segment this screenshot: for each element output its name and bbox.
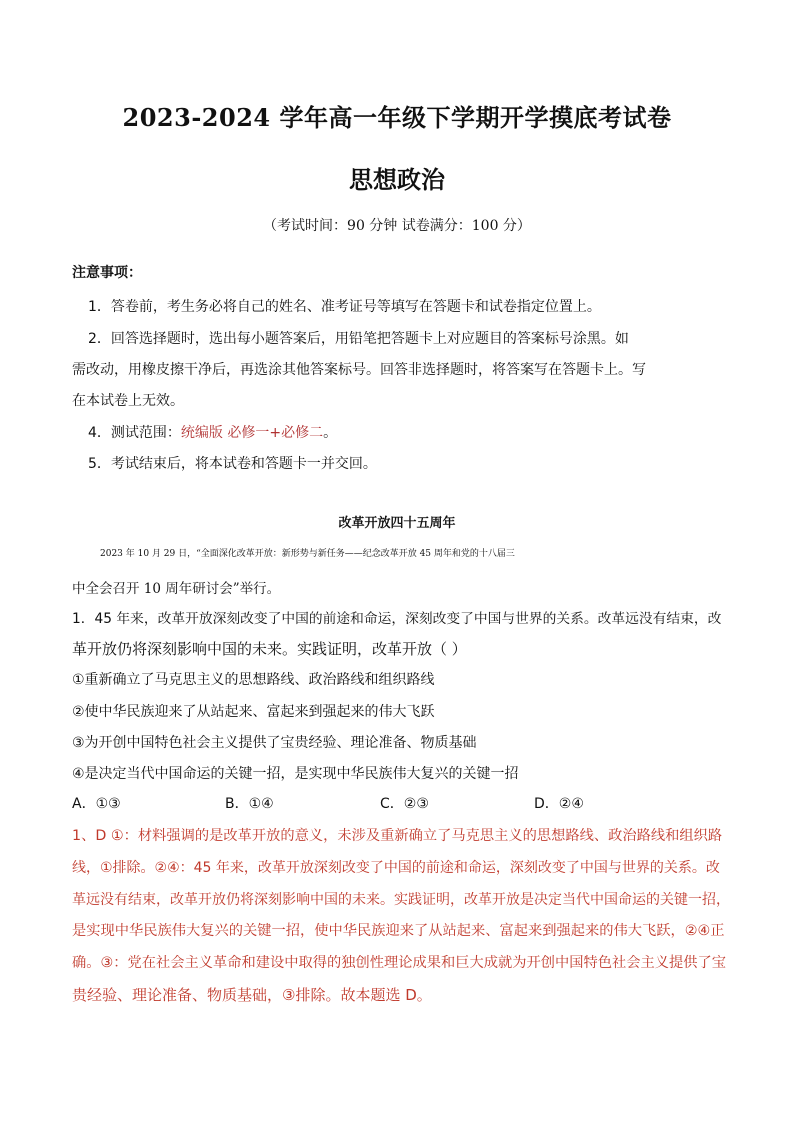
question-1-option-b: B．①④	[225, 796, 274, 812]
answer-1-line-3: 革远没有结束，改革开放仍将深刻影响中国的未来。实践证明，改革开放是决定当代中国命运的关键一招，	[72, 892, 730, 908]
question-1-item-2: ②使中华民族迎来了从站起来、富起来到强起来的伟大飞跃	[72, 704, 435, 720]
question-1-item-3: ③为开创中国特色社会主义提供了宝贵经验、理论准备、物质基础	[72, 735, 477, 751]
exam-info: （考试时间：90 分钟 试卷满分：100 分）	[263, 218, 531, 234]
notice-item-4-suffix: 。	[323, 425, 338, 441]
notice-heading: 注意事项：	[72, 265, 142, 281]
notice-item-4-range: 统编版 必修一+必修二	[180, 425, 324, 441]
question-1-stem-line-1: 1．45 年来，改革开放深刻改变了中国的前途和命运，深刻改变了中国与世界的关系。改革远没有结束，改	[72, 611, 722, 627]
page-title: 2023-2024 学年高一年级下学期开学摸底考试卷	[122, 103, 672, 132]
question-1-item-4: ④是决定当代中国命运的关键一招，是实现中华民族伟大复兴的关键一招	[72, 766, 519, 782]
answer-1-line-2: 线，①排除。②④：45 年来，改革开放深刻改变了中国的前途和命运，深刻改变了中国与世界的关系。改	[72, 860, 720, 876]
answer-1-line-6: 贵经验、理论准备、物质基础，③排除。故本题选 D。	[72, 986, 432, 1004]
notice-item-2-line-3: 在本试卷上无效。	[72, 393, 184, 409]
question-1-option-c: C．②③	[380, 796, 429, 812]
answer-1-line-1: 1、D ①：材料强调的是改革开放的意义，未涉及重新确立了马克思主义的思想路线、政治路线和组织路	[72, 828, 723, 844]
notice-item-5: 5．考试结束后，将本试卷和答题卡一并交回。	[88, 456, 377, 472]
question-1-item-1: ①重新确立了马克思主义的思想路线、政治路线和组织路线	[72, 672, 435, 688]
question-1-option-a: A．①③	[72, 796, 121, 812]
notice-item-4-prefix: 4．测试范围：	[88, 425, 181, 441]
answer-1-line-5: 确。③：党在社会主义革命和建设中取得的独创性理论成果和巨大成就为开创中国特色社会主义提供了宝	[72, 955, 727, 971]
subject-title: 思想政治	[349, 165, 445, 194]
section-title: 改革开放四十五周年	[338, 516, 456, 531]
section-intro-line-1: 2023 年 10 月 29 日，“全面深化改革开放：新形势与新任务——纪念改革开放 45 周年和党的十八届三	[100, 549, 515, 559]
notice-item-4	[88, 422, 688, 442]
answer-1-line-4: 是实现中华民族伟大复兴的关键一招，使中华民族迎来了从站起来、富起来到强起来的伟大飞跃，②④正	[72, 923, 725, 939]
section-intro-line-2: 中全会召开 10 周年研讨会”举行。	[72, 581, 281, 597]
notice-item-1: 1．答卷前，考生务必将自己的姓名、准考证号等填写在答题卡和试卷指定位置上。	[88, 299, 601, 315]
question-1-option-d: D．②④	[534, 796, 584, 812]
notice-item-2-line-1: 2．回答选择题时，选出每小题答案后，用铅笔把答题卡上对应题目的答案标号涂黑。如	[88, 331, 629, 347]
notice-item-2-line-2: 需改动，用橡皮擦干净后，再选涂其他答案标号。回答非选择题时，将答案写在答题卡上。写	[72, 362, 646, 378]
question-1-stem-line-2: 革开放仍将深刻影响中国的未来。实践证明，改革开放（ ）	[72, 640, 467, 658]
